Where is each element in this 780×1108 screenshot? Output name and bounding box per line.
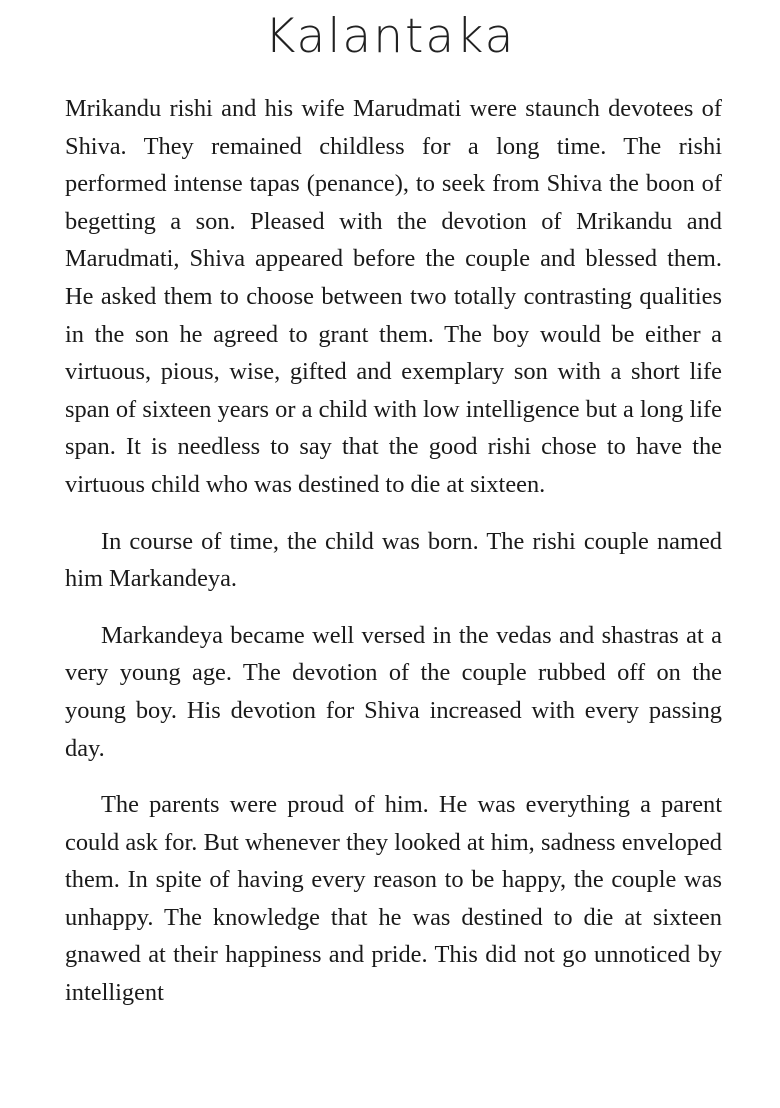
chapter-body — [65, 90, 722, 1031]
chapter-title: Kalantaka — [264, 9, 516, 64]
paragraph-1: Mrikandu rishi and his wife Marudmati were staunch devotees of Shiva. They remained childless for a long time. The rishi performed intense tapas (penance), to seek from Shiva the boon of begetting a son. Pleased with the devotion of Mrikandu and Marudmati, Shiva appeared before the couple and blessed them. He asked them to choose between two totally contrasting qualities in the son he agreed to grant them. The boy would be either a virtuous, pious, wise, gifted and exemplary son with a short life span of sixteen years or a child with low intelligence but a long life span. It is needless to say that the good rishi chose to have the virtuous child who was destined to die at sixteen. — [65, 95, 722, 498]
paragraph-2: In course of time, the child was born. The rishi couple named him Markandeya. — [65, 527, 722, 593]
paragraph-3: Markandeya became well versed in the vedas and shastras at a very young age. The devotion of the couple rubbed off on the young boy. His devotion for Shiva increased with every passing day. — [65, 621, 722, 762]
paragraph-4: The parents were proud of him. He was everything a parent could ask for. But whenever they looked at him, sadness enveloped them. In spite of having every reason to be happy, the couple was unhappy. The knowledge that he was destined to die at sixteen gnawed at their happiness and pride. This did not go unnoticed by intelligent — [65, 791, 722, 1007]
